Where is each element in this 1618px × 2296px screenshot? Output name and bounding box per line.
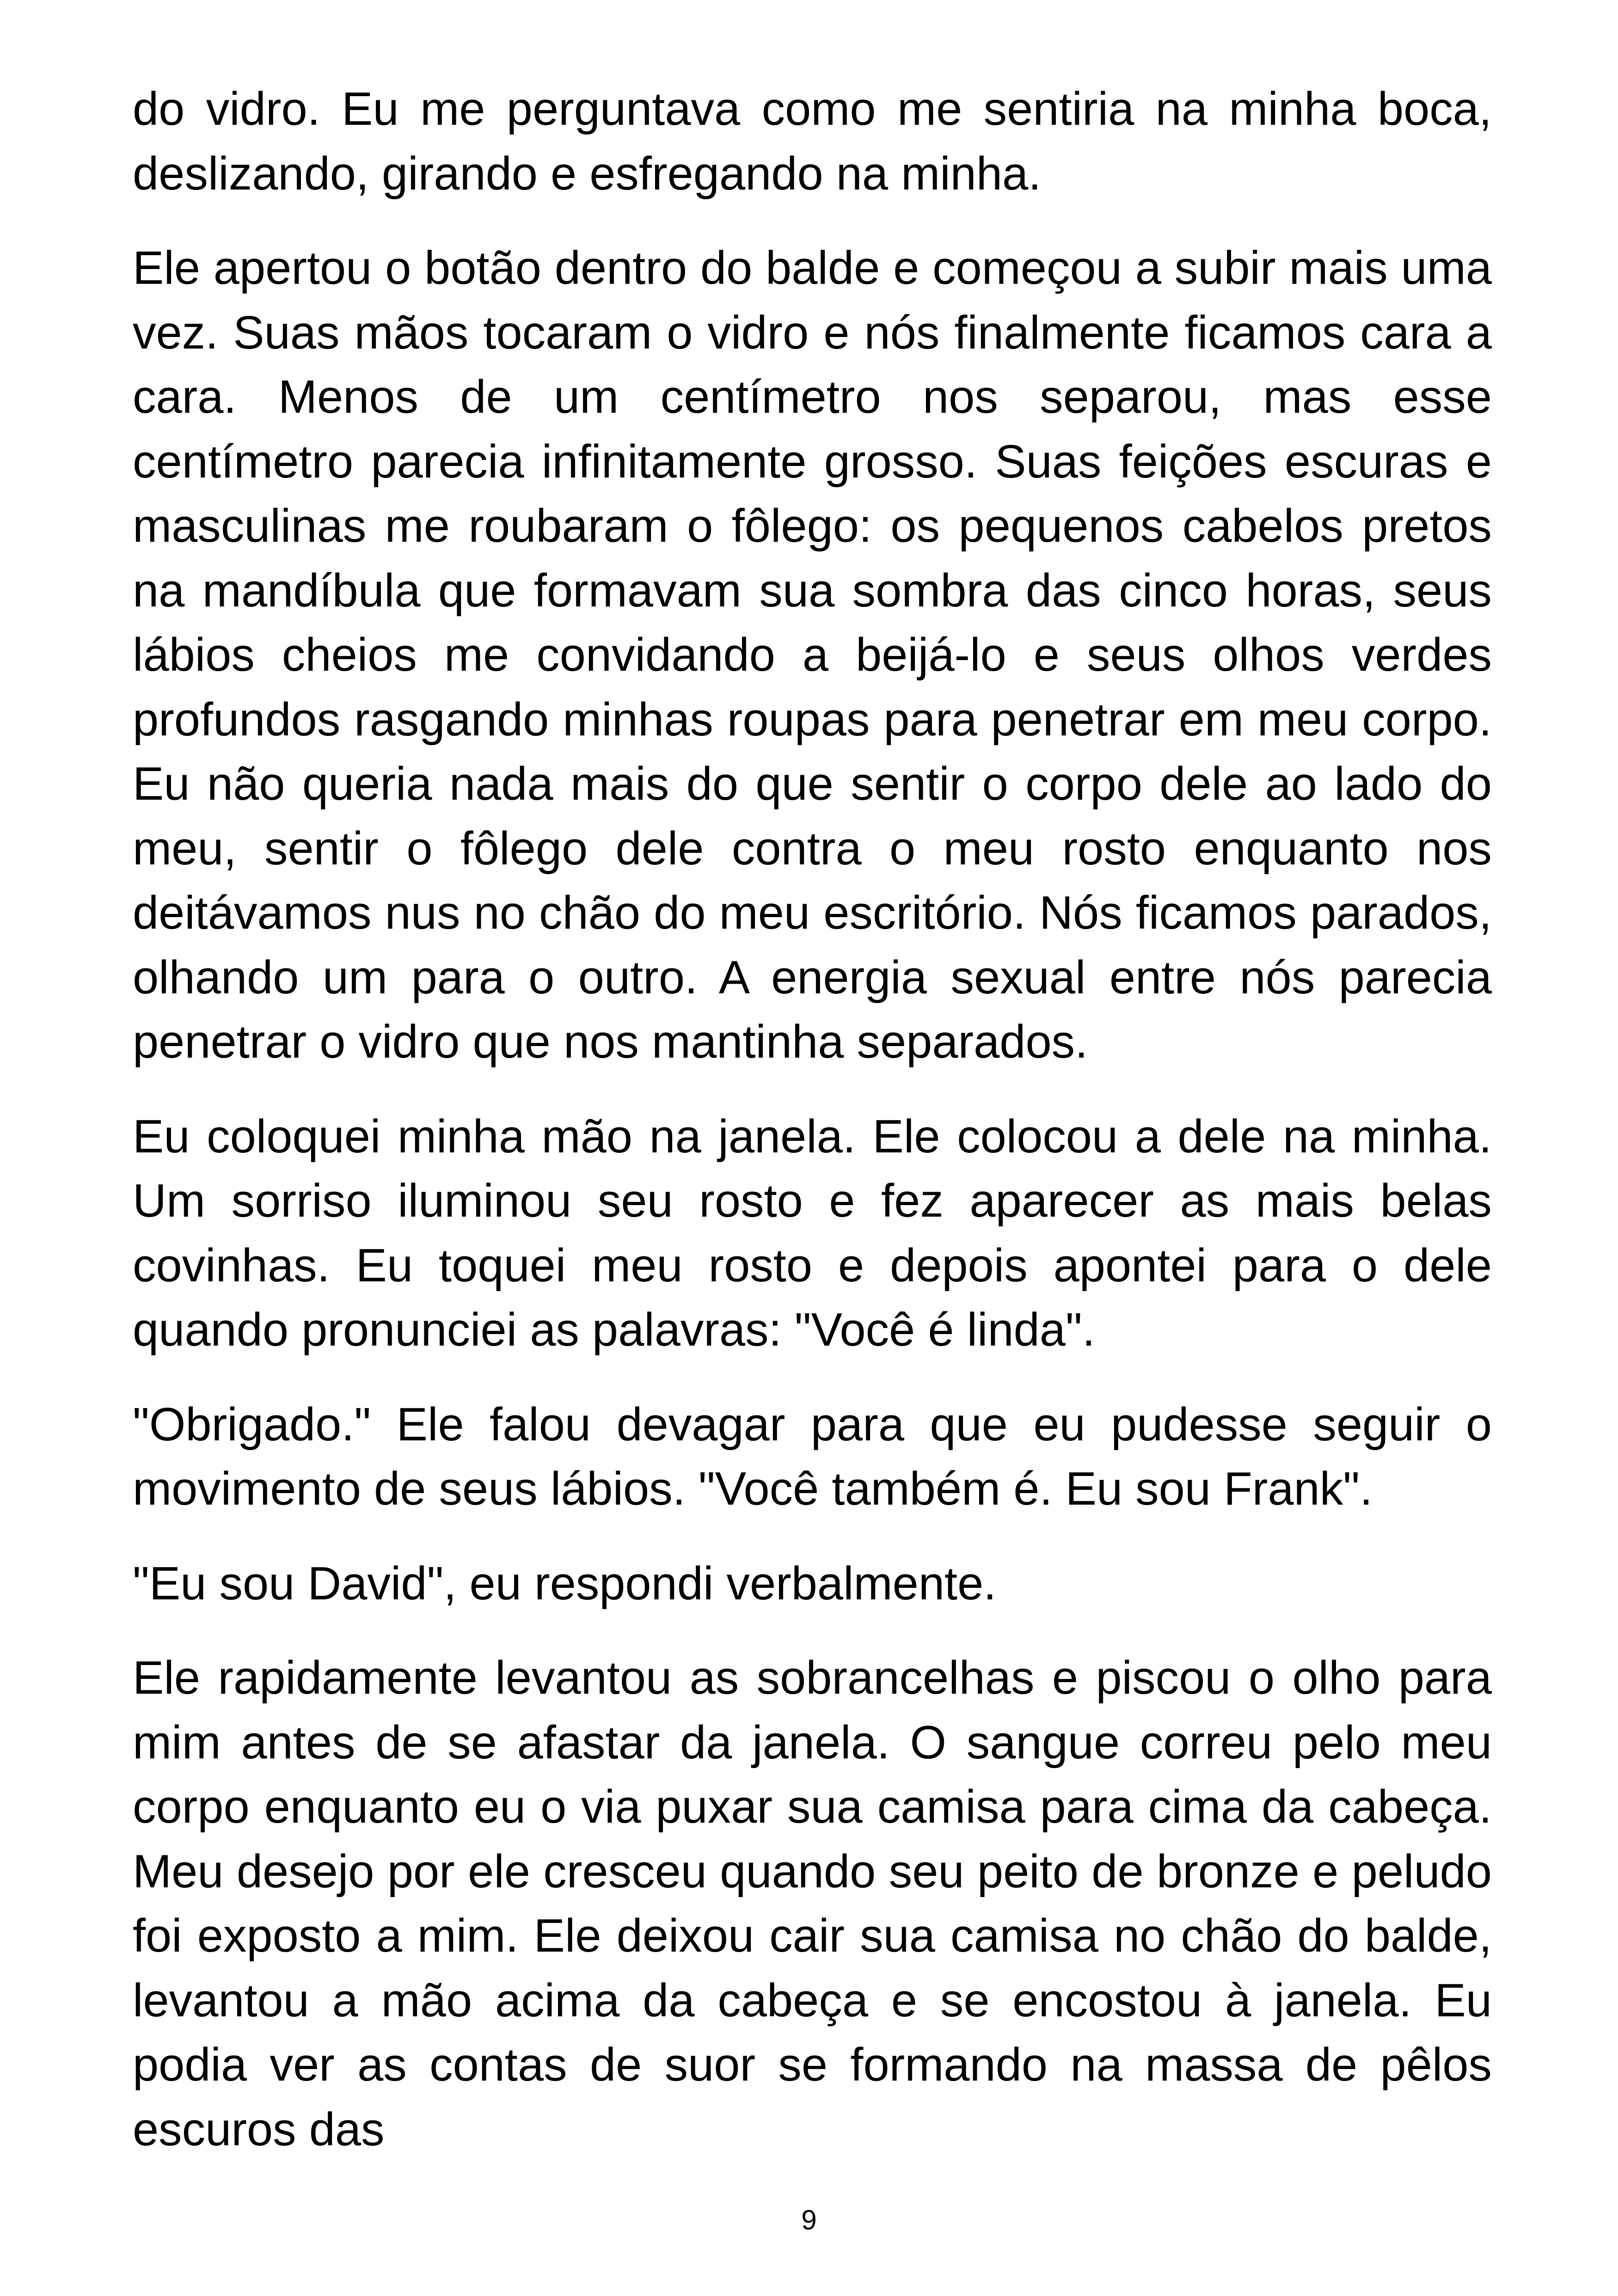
paragraph: Ele apertou o botão dentro do balde e começou a subir mais uma vez. Suas mãos tocaram o vidro e nós finalmente ficamos cara a cara. Menos de um centímetro nos separou, mas esse centímetro parecia infinitamente grosso. Suas feições escuras e masculinas me roubaram o fôlego: os pequenos cabelos pretos na mandíbula que formavam sua sombra das cinco horas, seus lábios cheios me convidando a beijá-lo e seus olhos verdes profundos rasgando minhas roupas para penetrar em meu corpo. Eu não queria nada mais do que sentir o corpo dele ao lado do meu, sentir o fôlego dele contra o meu rosto enquanto nos deitávamos nus no chão do meu escritório. Nós ficamos parados, olhando um para o outro. A energia sexual entre nós parecia penetrar o vidro que nos mantinha separados.	[133, 242, 1492, 1068]
paragraph: Ele rapidamente levantou as sobrancelhas e piscou o olho para mim antes de se afastar da janela. O sangue correu pelo meu corpo enquanto eu o via puxar sua camisa para cima da cabeça. Meu desejo por ele cresceu quando seu peito de bronze e peludo foi exposto a mim. Ele deixou cair sua camisa no chão do balde, levantou a mão acima da cabeça e se encostou à janela. Eu podia ver as contas de suor se formando na massa de pêlos escuros das	[133, 1652, 1492, 2155]
paragraph: do vidro. Eu me perguntava como me sentiria na minha boca, deslizando, girando e esfregando na minha.	[133, 83, 1492, 200]
paragraph: "Eu sou David", eu respondi verbalmente.	[133, 1557, 997, 1610]
paragraph: "Obrigado." Ele falou devagar para que eu pudesse seguir o movimento de seus lábios. "Você também é. Eu sou Frank".	[133, 1398, 1492, 1515]
paragraph: Eu coloquei minha mão na janela. Ele colocou a dele na minha. Um sorriso iluminou seu rosto e fez aparecer as mais belas covinhas. Eu toquei meu rosto e depois apontei para o dele quando pronunciei as palavras: "Você é linda".	[133, 1110, 1492, 1356]
page-body	[133, 77, 1492, 2192]
page-number: 9	[801, 2204, 817, 2235]
